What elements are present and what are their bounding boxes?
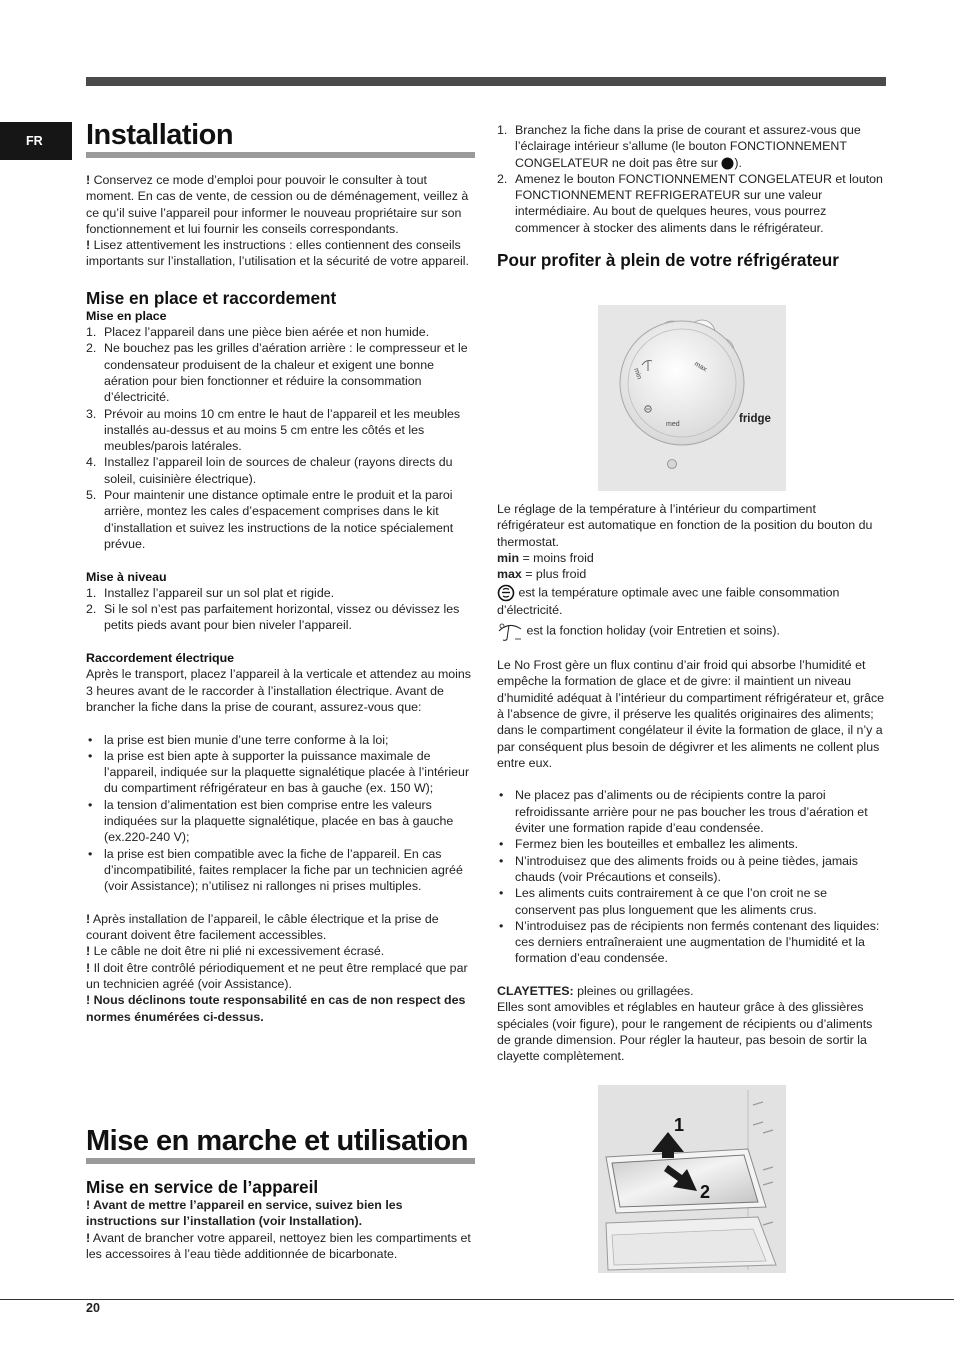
max-legend: max = plus froid bbox=[497, 567, 587, 582]
list-item: 3. Prévoir au moins 10 cm entre le haut de l’appareil et les meubles installés au-dessus et au moins 5 cm entre les côtés et les meubles/parois latérales. bbox=[86, 406, 461, 454]
min-legend: min = moins froid bbox=[497, 550, 594, 565]
step-number-1: 1 bbox=[674, 1115, 685, 1135]
dial-med-label: med bbox=[666, 421, 680, 428]
shelf-illustration bbox=[598, 1085, 786, 1273]
list-item: • la prise est bien munie d’une terre conforme à la loi; bbox=[88, 732, 389, 747]
liability-warning: ! Nous déclinons toute responsabilité en cas de non respect des normes énumérées ci-dessus. bbox=[86, 993, 466, 1024]
language-code: FR bbox=[26, 133, 43, 148]
list-item: 1. Placez l’appareil dans une pièce bien aérée et non humide. bbox=[86, 325, 430, 340]
list-item: 2. Amenez le bouton FONCTIONNEMENT CONGELATEUR et louton FONCTIONNEMENT REFRIGERATEUR sur une valeur intermédiaire. Au bout de quelques heures, vous pourrez commencer à stocker des aliments dans le réfrigérateur. bbox=[497, 171, 883, 235]
right-column bbox=[497, 122, 886, 270]
page-number: 20 bbox=[86, 1301, 100, 1315]
holiday-umbrella-icon bbox=[497, 621, 523, 641]
list-item: 2. Ne bouchez pas les grilles d’aération arrière : le compresseur et le condensateur produisent de la chaleur et exigent une bonne aération pour bien fonctionner et réduire la consommation d’électricité. bbox=[86, 341, 468, 405]
dial-fridge-label: fridge bbox=[739, 413, 771, 425]
leveling-subheading: Mise à niveau bbox=[86, 569, 167, 584]
electrical-subheading: Raccordement électrique bbox=[86, 651, 235, 666]
thermostat-dial-illustration bbox=[598, 305, 786, 491]
list-item: • Les aliments cuits contrairement à ce que l’on croit ne se conservent pas plus longuement que les aliments crus. bbox=[499, 886, 827, 917]
placement-list bbox=[86, 324, 475, 552]
list-item: • la prise est bien apte à supporter la puissance maximale de l’appareil, indiquée sur la plaquette signalétique placée à l’intérieur du compartiment réfrigérateur en bas à gauche (ex. 150 W); bbox=[88, 748, 470, 796]
fridge-heading: Pour profiter à plein de votre réfrigérateur bbox=[497, 250, 839, 271]
list-item: 2. Si le sol n’est pas parfaitement horizontal, vissez ou dévissez les petits pieds avant pour bien niveler l’appareil. bbox=[86, 602, 460, 633]
nofrost-para: Le No Frost gère un flux continu d’air froid qui absorbe l’humidité et empêche la formation de glace et de givre: il maintient un niveau d’humidité adéquat à l’intérieur du compartiment réfrigérateur et, grâce à l’absence de givre, il préserve les qualités originaires des aliments; dans le compartiment congélateur il évite la formation de glace, il n’y a par conséquent plus besoin de dégivrer et les aliments ne collent plus entre eux. bbox=[497, 658, 885, 770]
startup-warning: ! Avant de mettre l’appareil en service, suivez bien les instructions sur l’installation (voir Installation). bbox=[86, 1198, 403, 1229]
shelves-para: Elles sont amovibles et réglables en hauteur grâce à des glissières spéciales (voir figure), pour le rangement de récipients ou d’aliments de grande dimension. Pour régler la hauteur, pas besoin de sortir la clayette complètement. bbox=[497, 1000, 873, 1064]
list-item: • la tension d’alimentation est bien comprise entre les valeurs indiquées sur la plaquette signalétique, placée en bas à gauche (ex.220-240 V); bbox=[88, 797, 454, 845]
left-column bbox=[86, 118, 475, 1025]
fridge-text bbox=[497, 501, 886, 1065]
leveling-list bbox=[86, 585, 475, 634]
list-item: 1. Branchez la fiche dans la prise de courant et assurez-vous que l’éclairage intérieur s’allume (le bouton FONCTIONNEMENT CONGELATEUR ne doit pas être sur ). bbox=[497, 123, 861, 170]
fridge-tips bbox=[497, 787, 886, 966]
list-item: 1. Installez l’appareil sur un sol plat et rigide. bbox=[86, 585, 335, 600]
electrical-intro: Après le transport, placez l’appareil à la verticale et attendez au moins 3 heures avant de le raccorder à l’installation électrique. Avant de brancher la fiche dans la prise de courant, assurez-vous que: bbox=[86, 667, 472, 714]
indicator-light-icon bbox=[668, 460, 677, 469]
dial-max-label: max bbox=[693, 360, 708, 374]
placement-subheading: Mise en place bbox=[86, 308, 167, 323]
thermostat-para: Le réglage de la température à l’intérieur du compartiment réfrigérateur est automatique en fonction de la position du bouton du thermostat. bbox=[497, 502, 873, 549]
holiday-legend: est la fonction holiday (voir Entretien et soins). bbox=[497, 621, 886, 641]
list-item: • N’introduisez pas de récipients non fermés contenant des liquides: ces derniers entraîneraient une augmentation de l’humidité et la formation d’eau condensée. bbox=[499, 918, 880, 966]
list-item: • Ne placez pas d’aliments ou de récipients contre la paroi refroidissante arrière pour ne pas boucher les trous d’aération et éviter une formation rapide d’eau condensée. bbox=[499, 788, 868, 836]
dial-min-label: min bbox=[632, 367, 643, 381]
eco-icon bbox=[497, 584, 515, 602]
list-item: • Fermez bien les bouteilles et emballez les aliments. bbox=[499, 837, 799, 852]
eco-legend: est la température optimale avec une faible consommation d’électricité. bbox=[497, 585, 840, 618]
startup-steps bbox=[497, 122, 886, 236]
language-tab bbox=[0, 122, 72, 160]
top-rule bbox=[86, 77, 886, 86]
electrical-bullets bbox=[86, 732, 475, 895]
freezer-off-icon bbox=[721, 157, 734, 170]
list-item: • N’introduisez que des aliments froids ou à peine tièdes, jamais chauds (voir Précautions et conseils). bbox=[499, 853, 858, 884]
intro-para-2: ! Lisez attentivement les instructions : elles contiennent des conseils importants sur l’installation, l’utilisation et la sécurité de votre appareil. bbox=[86, 238, 469, 269]
startup-heading: Mise en service de l’appareil bbox=[86, 1177, 319, 1197]
shelves-label-line: CLAYETTES: pleines ou grillagées. bbox=[497, 984, 694, 999]
installation-title: Installation bbox=[86, 118, 475, 158]
placement-heading: Mise en place et raccordement bbox=[86, 287, 337, 308]
list-item: 5. Pour maintenir une distance optimale entre le produit et la paroi arrière, montez les cales d’espacement comprises dans le kit d’installation et suivez les instructions de la notice spécialement prévue. bbox=[86, 488, 454, 551]
warning-2: ! Le câble ne doit être ni plié ni excessivement écrasé. bbox=[86, 944, 385, 959]
operation-section bbox=[86, 1124, 475, 1262]
step-number-2: 2 bbox=[700, 1182, 711, 1202]
warning-3: ! Il doit être contrôlé périodiquement et ne peut être remplacé que par un technicien agréé (voir Assistance). bbox=[86, 960, 468, 991]
warning-1: ! Après installation de l’appareil, le câble électrique et la prise de courant doivent être facilement accessibles. bbox=[86, 911, 439, 943]
list-item: • la prise est bien compatible avec la fiche de l’appareil. En cas d’incompatibilité, faites remplacer la fiche par un technicien agréé (voir Assistance); n’utilisez ni rallonges ni prises multiples. bbox=[88, 846, 463, 894]
intro-para-1: ! Conservez ce mode d’emploi pour pouvoir le consulter à tout moment. En cas de vente, de cession ou de déménagement, veillez à ce qu’il suive l’appareil pour informer le nouveau propriétaire sur son fonctionnement et lui fournir les conseils correspondants. bbox=[86, 173, 469, 236]
thermostat-figure bbox=[598, 305, 786, 491]
startup-note: ! Avant de brancher votre appareil, nettoyez bien les compartiments et les accessoires à l’eau tiède additionnée de bicarbonate. bbox=[86, 1230, 471, 1261]
shelf-figure bbox=[598, 1085, 786, 1273]
list-item: 4. Installez l’appareil loin de sources de chaleur (rayons directs du soleil, cuisinière électrique). bbox=[86, 455, 453, 486]
footer-rule bbox=[0, 1299, 954, 1300]
operation-title: Mise en marche et utilisation bbox=[86, 1124, 475, 1164]
